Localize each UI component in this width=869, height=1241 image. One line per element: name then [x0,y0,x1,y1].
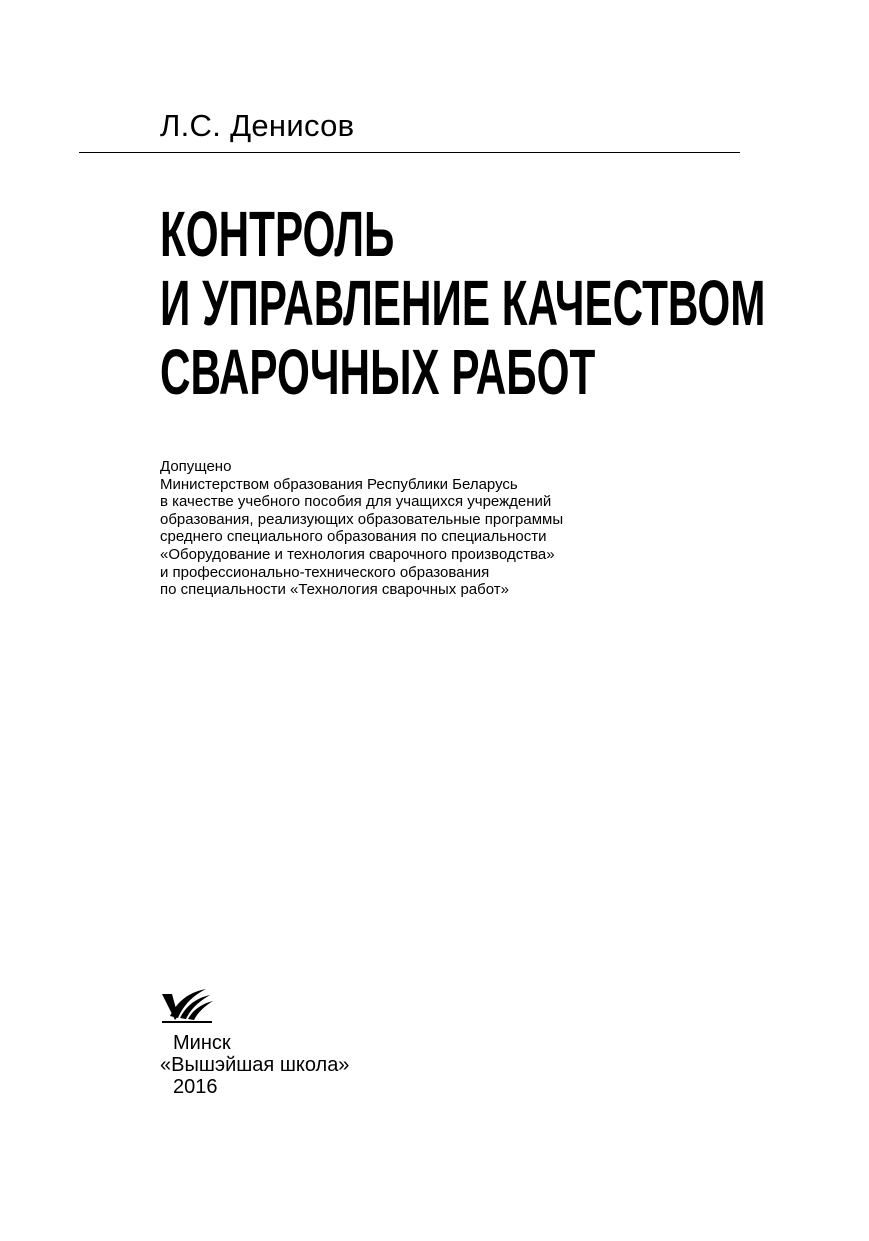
publication-year: 2016 [173,1076,218,1098]
publisher-logo-icon [160,986,214,1024]
title-line-2: И УПРАВЛЕНИЕ КАЧЕСТВОМ [160,267,766,339]
approval-line-6: «Оборудование и технология сварочного производства» [160,545,555,563]
approval-line-2: Министерством образования Республики Беларусь [160,475,518,493]
approval-line-5: среднего специального образования по специальности [160,528,547,546]
publisher-city: Минск [173,1032,231,1054]
approval-line-1: Допущено [160,458,232,475]
approval-statement [160,458,563,599]
approval-line-8: по специальности «Технология сварочных работ» [160,581,509,599]
header-divider [79,152,740,153]
publisher-name: «Вышэйшая школа» [160,1054,350,1076]
approval-line-4: образования, реализующих образовательные программы [160,510,564,528]
publisher-imprint [160,1032,349,1098]
book-title [160,200,765,407]
author-name: Л.С. Денисов [160,108,355,143]
title-line-1: КОНТРОЛЬ [160,198,395,270]
approval-line-3: в качестве учебного пособия для учащихся учреждений [160,493,552,511]
approval-line-7: и профессионально-технического образования [160,563,490,581]
title-line-3: СВАРОЧНЫХ РАБОТ [160,336,596,408]
